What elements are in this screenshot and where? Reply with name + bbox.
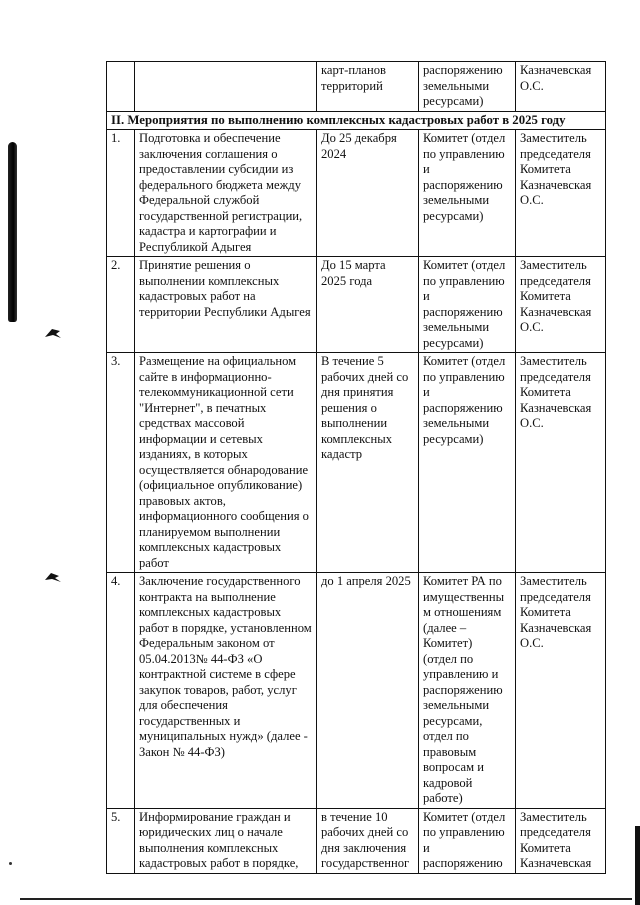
executor-cell: Комитет (отдел по управлению и распоряжению земельными ресурсами)	[419, 130, 516, 257]
task-cell: Информирование граждан и юридических лиц о начале выполнения комплексных кадастровых работ в порядке,	[135, 808, 317, 873]
task-cell: Подготовка и обеспечение заключения соглашения о предоставлении субсидии из федерального бюджета между Федеральной службой государственной регистрации, кадастра и картографии и Республикой Адыгея	[135, 130, 317, 257]
responsible-cell: Заместитель председателя Комитета Казначевская О.С.	[516, 353, 606, 573]
section-heading: II. Мероприятия по выполнению комплексных кадастровых работ в 2025 году	[107, 111, 606, 130]
plan-table	[106, 61, 606, 874]
row-number-cell: 2.	[107, 257, 135, 353]
deadline-cell: В течение 5 рабочих дней со дня принятия решения о выполнении комплексных кадастр	[317, 353, 419, 573]
deadline-cell: в течение 10 рабочих дней со дня заключения государственног	[317, 808, 419, 873]
executor-cell: Комитет РА по имущественны м отношениям (далее – Комитет) (отдел по управлению и распоряжению земельными ресурсами, отдел по правовым вопросам и кадровой работе)	[419, 573, 516, 809]
responsible-cell: Заместитель председателя Комитета Казначевская	[516, 808, 606, 873]
row-number-cell: 5.	[107, 808, 135, 873]
scan-corner-edge	[635, 826, 640, 905]
responsible-cell: Казначевская О.С.	[516, 62, 606, 112]
scan-bottom-edge	[20, 898, 632, 900]
table-row	[107, 130, 606, 257]
table-row	[107, 808, 606, 873]
deadline-cell: До 15 марта 2025 года	[317, 257, 419, 353]
task-cell	[135, 62, 317, 112]
section-heading-row	[107, 111, 606, 130]
deadline-cell: до 1 апреля 2025	[317, 573, 419, 809]
hole-punch-mark-icon	[44, 571, 62, 583]
responsible-cell: Заместитель председателя Комитета Казначевская О.С.	[516, 573, 606, 809]
table-row-continuation	[107, 62, 606, 112]
executor-cell: распоряжению земельными ресурсами)	[419, 62, 516, 112]
row-number-cell: 1.	[107, 130, 135, 257]
binding-edge-mark	[8, 142, 17, 322]
table-row	[107, 353, 606, 573]
hole-punch-mark-icon	[44, 327, 62, 339]
row-number-cell: 4.	[107, 573, 135, 809]
table-row	[107, 573, 606, 809]
task-cell: Заключение государственного контракта на выполнение комплексных кадастровых работ в порядке, установленном Федеральным законом от 05.04.2013№ 44-ФЗ «О контрактной системе в сфере закупок товаров, работ, услуг для обеспечения государственных и муниципальных нужд» (далее - Закон № 44-ФЗ)	[135, 573, 317, 809]
row-number-cell: 3.	[107, 353, 135, 573]
executor-cell: Комитет (отдел по управлению и распоряжению земельными ресурсами)	[419, 353, 516, 573]
scan-speck	[9, 862, 12, 865]
task-cell: Размещение на официальном сайте в информационно- телекоммуникационной сети "Интернет", в печатных средствах массовой информации и сетевых изданиях, в которых осуществляется обнародование (официальное опубликование) правовых актов, информационного сообщения о планируемом выполнении комплексных кадастровых работ	[135, 353, 317, 573]
deadline-cell: карт-планов территорий	[317, 62, 419, 112]
responsible-cell: Заместитель председателя Комитета Казначевская О.С.	[516, 257, 606, 353]
executor-cell: Комитет (отдел по управлению и распоряжению земельными ресурсами)	[419, 257, 516, 353]
deadline-cell: До 25 декабря 2024	[317, 130, 419, 257]
table-row	[107, 257, 606, 353]
responsible-cell: Заместитель председателя Комитета Казначевская О.С.	[516, 130, 606, 257]
executor-cell: Комитет (отдел по управлению и распоряжению	[419, 808, 516, 873]
task-cell: Принятие решения о выполнении комплексных кадастровых работ на территории Республики Адыгея	[135, 257, 317, 353]
row-number-cell	[107, 62, 135, 112]
